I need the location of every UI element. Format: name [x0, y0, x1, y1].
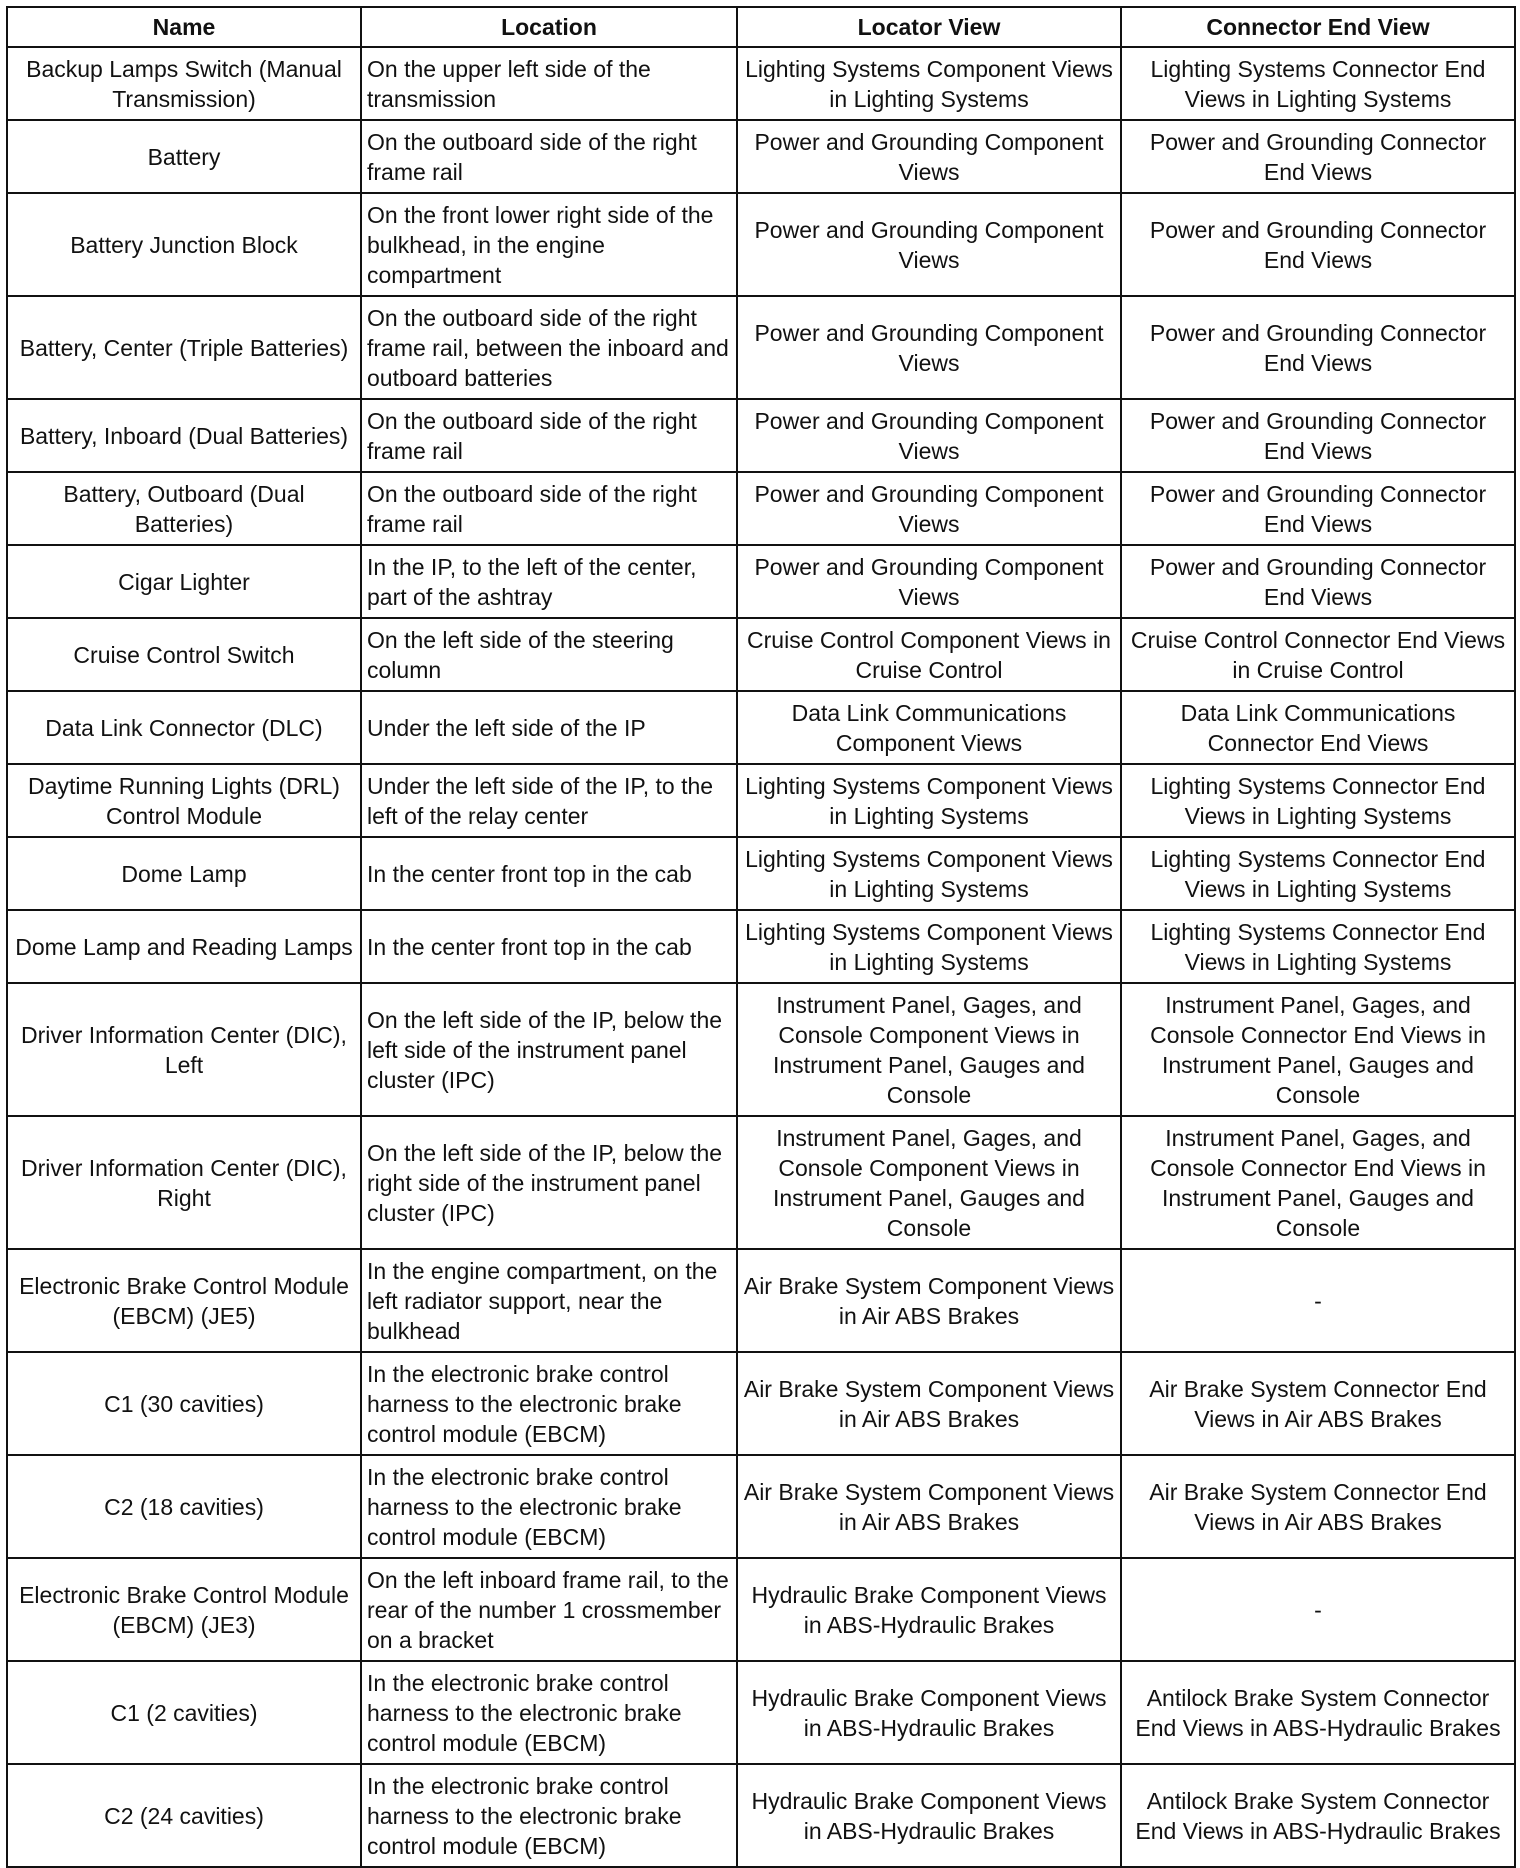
cell-location: On the outboard side of the right frame rail, between the inboard and outboard batteries: [361, 296, 737, 399]
table-row: [7, 296, 1515, 399]
cell-name: Electronic Brake Control Module (EBCM) (JE5): [7, 1249, 361, 1352]
cell-name: Electronic Brake Control Module (EBCM) (JE3): [7, 1558, 361, 1661]
cell-name: Driver Information Center (DIC), Left: [7, 983, 361, 1116]
cell-location: In the electronic brake control harness to the electronic brake control module (EBCM): [361, 1764, 737, 1867]
header-connector-end-view: Connector End View: [1121, 7, 1515, 47]
cell-location: In the center front top in the cab: [361, 910, 737, 983]
cell-locator-view: Hydraulic Brake Component Views in ABS-Hydraulic Brakes: [737, 1558, 1121, 1661]
cell-connector-end-view: Power and Grounding Connector End Views: [1121, 296, 1515, 399]
cell-name: Battery, Inboard (Dual Batteries): [7, 399, 361, 472]
cell-name: Battery, Center (Triple Batteries): [7, 296, 361, 399]
cell-location: On the left side of the IP, below the left side of the instrument panel cluster (IPC): [361, 983, 737, 1116]
table-row: [7, 1455, 1515, 1558]
header-name: Name: [7, 7, 361, 47]
cell-name: Data Link Connector (DLC): [7, 691, 361, 764]
cell-connector-end-view: -: [1121, 1249, 1515, 1352]
cell-location: On the outboard side of the right frame rail: [361, 472, 737, 545]
cell-location: In the center front top in the cab: [361, 837, 737, 910]
table-row: [7, 1249, 1515, 1352]
cell-name: Battery Junction Block: [7, 193, 361, 296]
cell-connector-end-view: Antilock Brake System Connector End Views in ABS-Hydraulic Brakes: [1121, 1764, 1515, 1867]
cell-locator-view: Power and Grounding Component Views: [737, 545, 1121, 618]
cell-locator-view: Hydraulic Brake Component Views in ABS-Hydraulic Brakes: [737, 1764, 1121, 1867]
cell-name: Dome Lamp: [7, 837, 361, 910]
header-location: Location: [361, 7, 737, 47]
cell-location: Under the left side of the IP: [361, 691, 737, 764]
cell-locator-view: Lighting Systems Component Views in Lighting Systems: [737, 764, 1121, 837]
cell-location: In the electronic brake control harness to the electronic brake control module (EBCM): [361, 1455, 737, 1558]
cell-connector-end-view: Power and Grounding Connector End Views: [1121, 120, 1515, 193]
cell-locator-view: Lighting Systems Component Views in Lighting Systems: [737, 910, 1121, 983]
table-header-row: [7, 7, 1515, 47]
cell-connector-end-view: -: [1121, 1558, 1515, 1661]
table-row: [7, 691, 1515, 764]
cell-name: Driver Information Center (DIC), Right: [7, 1116, 361, 1249]
cell-connector-end-view: Power and Grounding Connector End Views: [1121, 399, 1515, 472]
cell-name: Dome Lamp and Reading Lamps: [7, 910, 361, 983]
table-row: [7, 472, 1515, 545]
cell-name: C1 (30 cavities): [7, 1352, 361, 1455]
cell-location: On the front lower right side of the bulkhead, in the engine compartment: [361, 193, 737, 296]
cell-location: In the electronic brake control harness to the electronic brake control module (EBCM): [361, 1661, 737, 1764]
cell-connector-end-view: Instrument Panel, Gages, and Console Connector End Views in Instrument Panel, Gauges and Console: [1121, 983, 1515, 1116]
cell-locator-view: Lighting Systems Component Views in Lighting Systems: [737, 837, 1121, 910]
cell-locator-view: Power and Grounding Component Views: [737, 399, 1121, 472]
table-row: [7, 193, 1515, 296]
cell-locator-view: Instrument Panel, Gages, and Console Component Views in Instrument Panel, Gauges and Console: [737, 983, 1121, 1116]
cell-connector-end-view: Antilock Brake System Connector End Views in ABS-Hydraulic Brakes: [1121, 1661, 1515, 1764]
cell-location: Under the left side of the IP, to the left of the relay center: [361, 764, 737, 837]
cell-locator-view: Power and Grounding Component Views: [737, 120, 1121, 193]
table-row: [7, 910, 1515, 983]
cell-location: On the left inboard frame rail, to the rear of the number 1 crossmember on a bracket: [361, 1558, 737, 1661]
table-row: [7, 47, 1515, 120]
cell-connector-end-view: Air Brake System Connector End Views in Air ABS Brakes: [1121, 1352, 1515, 1455]
table-row: [7, 618, 1515, 691]
cell-locator-view: Power and Grounding Component Views: [737, 296, 1121, 399]
cell-locator-view: Air Brake System Component Views in Air ABS Brakes: [737, 1352, 1121, 1455]
cell-connector-end-view: Air Brake System Connector End Views in Air ABS Brakes: [1121, 1455, 1515, 1558]
cell-locator-view: Power and Grounding Component Views: [737, 193, 1121, 296]
table-row: [7, 1116, 1515, 1249]
cell-location: On the upper left side of the transmission: [361, 47, 737, 120]
cell-locator-view: Hydraulic Brake Component Views in ABS-Hydraulic Brakes: [737, 1661, 1121, 1764]
header-locator-view: Locator View: [737, 7, 1121, 47]
cell-location: On the outboard side of the right frame rail: [361, 399, 737, 472]
cell-locator-view: Air Brake System Component Views in Air ABS Brakes: [737, 1455, 1121, 1558]
cell-location: In the electronic brake control harness to the electronic brake control module (EBCM): [361, 1352, 737, 1455]
cell-connector-end-view: Lighting Systems Connector End Views in Lighting Systems: [1121, 837, 1515, 910]
cell-connector-end-view: Cruise Control Connector End Views in Cruise Control: [1121, 618, 1515, 691]
cell-connector-end-view: Data Link Communications Connector End Views: [1121, 691, 1515, 764]
table-row: [7, 1352, 1515, 1455]
table-row: [7, 545, 1515, 618]
cell-locator-view: Instrument Panel, Gages, and Console Component Views in Instrument Panel, Gauges and Console: [737, 1116, 1121, 1249]
cell-name: C2 (18 cavities): [7, 1455, 361, 1558]
cell-locator-view: Air Brake System Component Views in Air ABS Brakes: [737, 1249, 1121, 1352]
table-row: [7, 399, 1515, 472]
cell-connector-end-view: Lighting Systems Connector End Views in Lighting Systems: [1121, 47, 1515, 120]
component-locator-table: [6, 6, 1516, 1868]
cell-locator-view: Data Link Communications Component Views: [737, 691, 1121, 764]
cell-location: On the left side of the IP, below the right side of the instrument panel cluster (IPC): [361, 1116, 737, 1249]
cell-connector-end-view: Lighting Systems Connector End Views in Lighting Systems: [1121, 910, 1515, 983]
cell-name: Battery, Outboard (Dual Batteries): [7, 472, 361, 545]
cell-name: Cigar Lighter: [7, 545, 361, 618]
cell-name: Cruise Control Switch: [7, 618, 361, 691]
cell-name: Daytime Running Lights (DRL) Control Module: [7, 764, 361, 837]
table-row: [7, 764, 1515, 837]
component-locator-table-wrapper: [6, 6, 1516, 1868]
table-row: [7, 983, 1515, 1116]
cell-connector-end-view: Power and Grounding Connector End Views: [1121, 545, 1515, 618]
cell-locator-view: Cruise Control Component Views in Cruise Control: [737, 618, 1121, 691]
cell-connector-end-view: Lighting Systems Connector End Views in Lighting Systems: [1121, 764, 1515, 837]
cell-connector-end-view: Power and Grounding Connector End Views: [1121, 193, 1515, 296]
cell-location: On the left side of the steering column: [361, 618, 737, 691]
table-row: [7, 1558, 1515, 1661]
cell-name: Backup Lamps Switch (Manual Transmission): [7, 47, 361, 120]
cell-name: C1 (2 cavities): [7, 1661, 361, 1764]
cell-locator-view: Lighting Systems Component Views in Lighting Systems: [737, 47, 1121, 120]
cell-location: In the engine compartment, on the left radiator support, near the bulkhead: [361, 1249, 737, 1352]
table-row: [7, 1661, 1515, 1764]
cell-connector-end-view: Instrument Panel, Gages, and Console Connector End Views in Instrument Panel, Gauges and Console: [1121, 1116, 1515, 1249]
table-row: [7, 120, 1515, 193]
table-row: [7, 1764, 1515, 1867]
cell-locator-view: Power and Grounding Component Views: [737, 472, 1121, 545]
cell-location: In the IP, to the left of the center, part of the ashtray: [361, 545, 737, 618]
cell-name: Battery: [7, 120, 361, 193]
cell-name: C2 (24 cavities): [7, 1764, 361, 1867]
cell-location: On the outboard side of the right frame rail: [361, 120, 737, 193]
cell-connector-end-view: Power and Grounding Connector End Views: [1121, 472, 1515, 545]
table-row: [7, 837, 1515, 910]
